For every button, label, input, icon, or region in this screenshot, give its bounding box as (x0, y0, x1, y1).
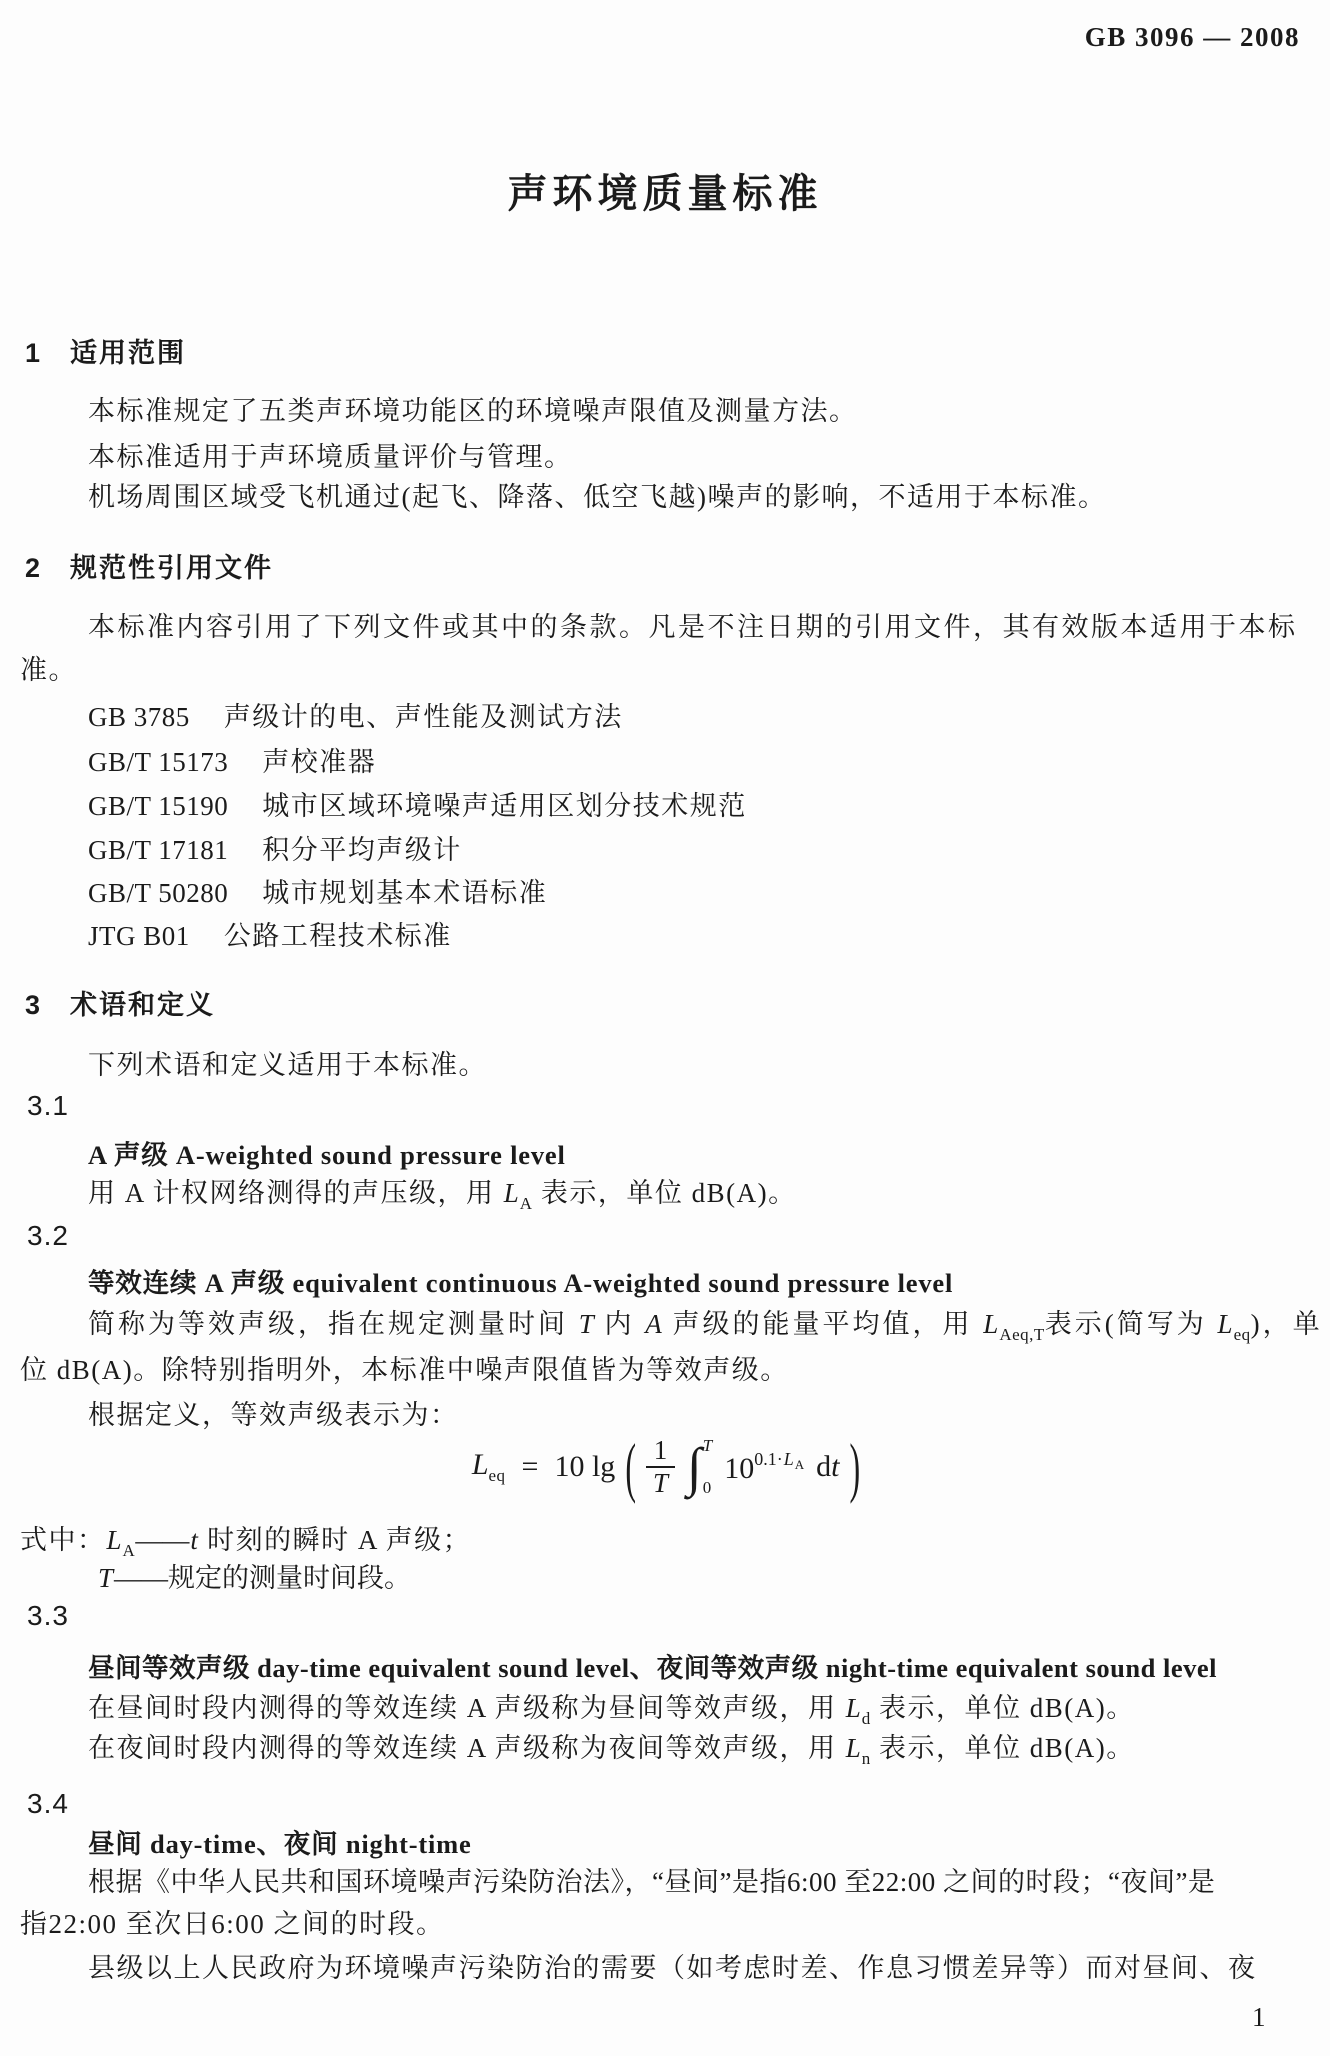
term-3-3-heading: 昼间等效声级 day-time equivalent sound level、夜间等效声级 night-time equivalent sound level (88, 1653, 1217, 1683)
symbol-LA-subscript: A (122, 1541, 136, 1560)
integral-limits (703, 1436, 712, 1498)
section-1-title: 适用范围 (70, 338, 187, 368)
term-3-3-number: 3.3 (27, 1600, 69, 1631)
symbol-Leq-subscript: eq (1233, 1325, 1251, 1344)
reference-item (88, 695, 623, 734)
reference-item (88, 871, 547, 910)
fraction-numerator: 1 (653, 1434, 668, 1465)
scope-paragraph-2: 本标准适用于声环境质量评价与管理。 (88, 442, 573, 472)
term-3-2-definition-line-3: 根据定义，等效声级表示为： (88, 1400, 459, 1430)
term-3-3-definition-night (88, 1726, 1135, 1769)
definition-text: 表示，单位 dB(A)。 (532, 1178, 797, 1208)
integral-lower-limit: 0 (702, 1478, 712, 1497)
reference-title: 城市规划基本术语标准 (262, 878, 548, 908)
definition-text: 简称为等效声级，指在规定测量时间 (88, 1309, 578, 1339)
symbol-Ld: L (845, 1693, 861, 1723)
left-paren: ( (625, 1428, 636, 1504)
section-1-number: 1 (25, 338, 41, 368)
term-3-4-definition-line-1: 根据《中华人民共和国环境噪声污染防治法》，“昼间”是指6:00 至22:00 之间的时段；“夜间”是 (88, 1867, 1216, 1897)
definition-text: 内 (594, 1309, 645, 1339)
symbol-LAeqT: L (983, 1309, 999, 1339)
integral-sign: ∫ (687, 1437, 702, 1497)
symbol-Leq: L (471, 1448, 489, 1481)
term-3-4-number: 3.4 (27, 1788, 69, 1819)
differential-d: d (816, 1450, 832, 1483)
reference-code: GB 3785 (88, 702, 190, 732)
term-3-4-definition-line-3: 县级以上人民政府为环境噪声污染防治的需要（如考虑时差、作息习惯差异等）而对昼间、夜 (88, 1953, 1257, 1983)
reference-title: 积分平均声级计 (262, 835, 462, 865)
fraction-denominator: T (646, 1466, 675, 1499)
term-3-1-definition (88, 1171, 797, 1214)
symbol-LA-subscript: A (519, 1194, 533, 1213)
right-paren: ) (849, 1428, 861, 1504)
exponent-coefficient: 0.1· (754, 1448, 783, 1469)
formula-lhs (472, 1448, 506, 1486)
reference-code: GB/T 15173 (88, 747, 229, 777)
definition-dash: —— (135, 1525, 190, 1555)
definition-text: 表示，单位 dB(A)。 (870, 1693, 1135, 1723)
formula-coefficient: 10 lg (554, 1450, 616, 1483)
symbol-t: t (831, 1450, 840, 1483)
reference-title: 城市区域环境噪声适用区划分技术规范 (262, 791, 747, 821)
symbol-T: T (98, 1563, 114, 1593)
definition-text: 在夜间时段内测得的等效连续 A 声级称为夜间等效声级，用 (88, 1733, 845, 1763)
references-intro-line-2: 准。 (20, 655, 77, 685)
term-3-4-heading: 昼间 day-time、夜间 night-time (88, 1829, 472, 1859)
where-text: ——规定的测量时间段。 (114, 1563, 412, 1593)
symbol-Leq-subscript: eq (488, 1466, 506, 1485)
term-3-1-heading: A 声级 A-weighted sound pressure level (88, 1140, 566, 1170)
symbol-Ld-subscript: d (861, 1709, 871, 1728)
fraction-1-over-T (646, 1435, 675, 1499)
equals-sign: = (521, 1450, 539, 1483)
symbol-A: A (645, 1309, 662, 1339)
symbol-Leq: L (1217, 1309, 1233, 1339)
references-intro-line-1: 本标准内容引用了下列文件或其中的条款。凡是不注日期的引用文件，其有效版本适用于本标 (88, 612, 1298, 642)
scope-paragraph-3: 机场周围区域受飞机通过(起飞、降落、低空飞越)噪声的影响，不适用于本标准。 (88, 482, 1107, 512)
symbol-t: t (190, 1525, 198, 1555)
section-3-heading (25, 983, 215, 1022)
leq-formula (0, 1424, 1330, 1510)
definition-text: 表示(简写为 (1044, 1309, 1217, 1339)
reference-item (88, 784, 747, 823)
symbol-LA-subscript: A (794, 1456, 805, 1472)
term-3-2-number: 3.2 (27, 1220, 69, 1251)
section-2-heading (25, 546, 273, 585)
reference-code: GB/T 17181 (88, 835, 229, 865)
definition-text: )，单 (1250, 1309, 1323, 1339)
scope-paragraph-1: 本标准规定了五类声环境功能区的环境噪声限值及测量方法。 (88, 396, 858, 426)
power-term (724, 1449, 804, 1486)
reference-item (88, 828, 462, 867)
reference-title: 声校准器 (262, 747, 377, 777)
term-3-1-number: 3.1 (27, 1090, 69, 1121)
section-3-number: 3 (25, 990, 41, 1020)
symbol-LAeqT-subscript: Aeq,T (999, 1325, 1045, 1344)
reference-item (88, 914, 452, 953)
section-2-number: 2 (25, 553, 41, 583)
integral-upper-limit: T (702, 1436, 713, 1455)
definition-text: 表示，单位 dB(A)。 (870, 1733, 1135, 1763)
page-number: 1 (1252, 2002, 1266, 2032)
differential-dt (816, 1450, 839, 1484)
symbol-LA: L (106, 1525, 122, 1555)
where-text: 时刻的瞬时 A 声级； (198, 1525, 472, 1555)
symbol-Ln-subscript: n (861, 1749, 871, 1768)
formula-where-line-1 (20, 1518, 471, 1561)
reference-code: GB/T 50280 (88, 878, 229, 908)
definition-text: 用 A 计权网络测得的声压级，用 (88, 1178, 503, 1208)
reference-code: JTG B01 (88, 921, 190, 951)
power-base: 10 (724, 1451, 755, 1485)
symbol-T: T (578, 1309, 594, 1339)
section-2-title: 规范性引用文件 (70, 553, 274, 583)
integral (687, 1436, 712, 1498)
definition-text: 声级的能量平均值，用 (662, 1309, 983, 1339)
symbol-LA: L (783, 1448, 794, 1469)
reference-code: GB/T 15190 (88, 791, 229, 821)
term-3-3-definition-day (88, 1686, 1135, 1729)
term-3-4-definition-line-2: 指22:00 至次日6:00 之间的时段。 (20, 1909, 445, 1939)
reference-item (88, 740, 376, 779)
section-1-heading (25, 331, 186, 370)
symbol-Ln: L (845, 1733, 861, 1763)
page-title: 声环境质量标准 (507, 172, 823, 216)
where-label: 式中： (20, 1525, 106, 1555)
term-3-2-heading: 等效连续 A 声级 equivalent continuous A-weighted sound pressure level (88, 1268, 954, 1298)
terms-intro: 下列术语和定义适用于本标准。 (88, 1050, 487, 1080)
doc-number: GB 3096 — 2008 (1084, 22, 1300, 52)
reference-title: 声级计的电、声性能及测试方法 (223, 702, 623, 732)
power-exponent (754, 1448, 805, 1472)
section-3-title: 术语和定义 (70, 990, 216, 1020)
symbol-LA: L (503, 1178, 519, 1208)
term-3-2-definition-line-1 (88, 1302, 1323, 1345)
reference-title: 公路工程技术标准 (223, 921, 452, 951)
formula-where-line-2 (97, 1556, 411, 1595)
term-3-2-definition-line-2: 位 dB(A)。除特别指明外，本标准中噪声限值皆为等效声级。 (20, 1355, 789, 1385)
definition-text: 在昼间时段内测得的等效连续 A 声级称为昼间等效声级，用 (88, 1693, 845, 1723)
